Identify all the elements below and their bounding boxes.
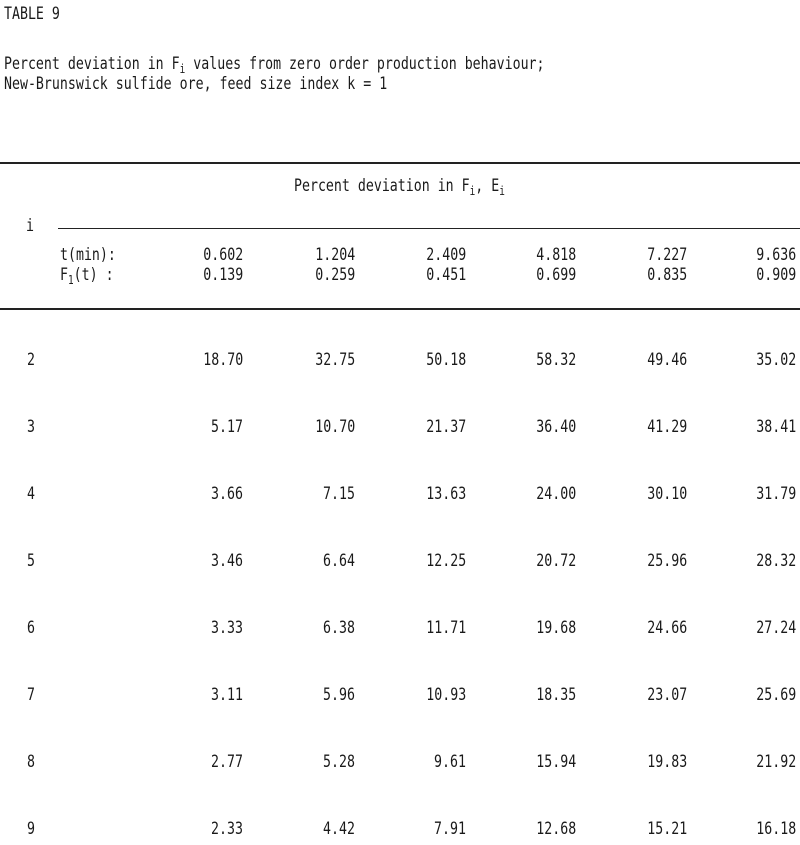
header-t-value: 9.636 [756, 245, 796, 265]
span-label-pre: Percent deviation in F [294, 176, 470, 196]
table-cell: 12.68 [536, 819, 576, 839]
table-cell: 19.68 [536, 618, 576, 638]
table-cell: 35.02 [756, 350, 796, 370]
row-index: 6 [27, 618, 35, 638]
header-f-value: 0.451 [426, 265, 466, 285]
top-rule [0, 162, 800, 164]
f-label [60, 267, 114, 286]
table-cell: 19.83 [647, 752, 687, 772]
table-cell: 7.91 [434, 819, 466, 839]
f-label-pre: F [60, 265, 68, 285]
table-cell: 24.66 [647, 618, 687, 638]
f-label-post: (t) : [73, 265, 114, 285]
row-index: 2 [27, 350, 35, 370]
table-cell: 3.46 [211, 551, 243, 571]
table-cell: 6.64 [323, 551, 355, 571]
table-cell: 12.25 [426, 551, 466, 571]
span-rule [58, 228, 800, 229]
table-cell: 9.61 [434, 752, 466, 772]
table-cell: 36.40 [536, 417, 576, 437]
table-cell: 18.70 [203, 350, 243, 370]
header-t-value: 4.818 [536, 245, 576, 265]
caption-line-1-pre: Percent deviation in F [4, 54, 180, 74]
row-index: 5 [27, 551, 35, 571]
header-t-value: 2.409 [426, 245, 466, 265]
header-t-value: 1.204 [315, 245, 355, 265]
table-cell: 27.24 [756, 618, 796, 638]
table-cell: 21.37 [426, 417, 466, 437]
header-f-value: 0.699 [536, 265, 576, 285]
table-cell: 5.96 [323, 685, 355, 705]
table-cell: 38.41 [756, 417, 796, 437]
table-cell: 25.96 [647, 551, 687, 571]
table-cell: 6.38 [323, 618, 355, 638]
table-cell: 28.32 [756, 551, 796, 571]
table-cell: 11.71 [426, 618, 466, 638]
table-cell: 4.42 [323, 819, 355, 839]
header-f-value: 0.909 [756, 265, 796, 285]
table-cell: 58.32 [536, 350, 576, 370]
table-cell: 41.29 [647, 417, 687, 437]
column-span-header [294, 178, 505, 197]
table-cell: 23.07 [647, 685, 687, 705]
table-cell: 5.28 [323, 752, 355, 772]
table-cell: 49.46 [647, 350, 687, 370]
table-cell: 2.33 [211, 819, 243, 839]
table-cell: 32.75 [315, 350, 355, 370]
table-cell: 16.18 [756, 819, 796, 839]
table-cell: 2.77 [211, 752, 243, 772]
caption-line-1-sub: i [179, 62, 186, 76]
table-cell: 5.17 [211, 417, 243, 437]
row-index: 8 [27, 752, 35, 772]
table-cell: 15.21 [647, 819, 687, 839]
header-t-value: 0.602 [203, 245, 243, 265]
row-index-header: i [26, 216, 34, 236]
header-rule [0, 308, 800, 310]
t-label: t(min): [60, 245, 116, 265]
table-cell: 50.18 [426, 350, 466, 370]
table-cell: 15.94 [536, 752, 576, 772]
table-cell: 10.70 [315, 417, 355, 437]
span-label-sub-2: i [499, 184, 505, 198]
header-f-value: 0.259 [315, 265, 355, 285]
table-cell: 20.72 [536, 551, 576, 571]
caption-line-1-post: values from zero order production behaviour; [185, 54, 545, 74]
caption-line-2: New-Brunswick sulfide ore, feed size index k = 1 [4, 74, 388, 94]
table-cell: 24.00 [536, 484, 576, 504]
table-cell: 13.63 [426, 484, 466, 504]
table-label: TABLE 9 [4, 4, 60, 24]
table-cell: 3.66 [211, 484, 243, 504]
row-index: 4 [27, 484, 35, 504]
table-cell: 3.11 [211, 685, 243, 705]
header-t-value: 7.227 [647, 245, 687, 265]
table-cell: 21.92 [756, 752, 796, 772]
row-index: 7 [27, 685, 35, 705]
row-index: 9 [27, 819, 35, 839]
table-cell: 10.93 [426, 685, 466, 705]
f-label-sub: 1 [67, 273, 74, 287]
table-cell: 18.35 [536, 685, 576, 705]
table-cell: 31.79 [756, 484, 796, 504]
table-cell: 25.69 [756, 685, 796, 705]
header-f-value: 0.139 [203, 265, 243, 285]
table-cell: 7.15 [323, 484, 355, 504]
row-index: 3 [27, 417, 35, 437]
header-f-value: 0.835 [647, 265, 687, 285]
span-label-sub-1: i [469, 184, 476, 198]
span-label-mid: , E [475, 176, 500, 196]
table-cell: 3.33 [211, 618, 243, 638]
table-cell: 30.10 [647, 484, 687, 504]
caption-line-1 [4, 56, 545, 75]
